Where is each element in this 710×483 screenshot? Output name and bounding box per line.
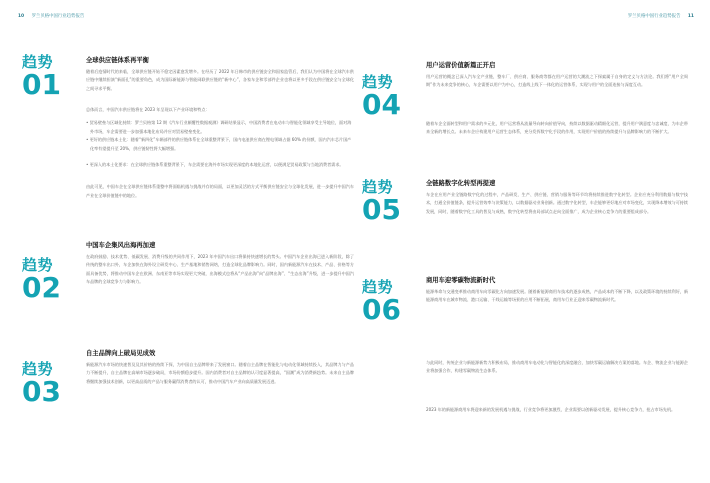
section-paragraph: 与此同时，传统企业与新能源新势力积极布局，推动商用车电动化与智能化的深度融合，加快零碳运输解决方案的落地。车企、物流企业与能源企业将加强合作，构建零碳物流生态体系。	[426, 360, 688, 374]
section-paragraph: 车企在应用产业全链路数字化的过程中，产品研发、生产、供应链、营销与服务等环节均将持续推进数字化转型。企业应充分利用数据与数字技术，打通全价值链条，提升运营效率与决策能力，以数据驱动业务创新。通过数字化转型，车企能够更好地应对市场变化，实现降本增效与可持续发展，同时，随着数字化工具的普及与成熟，数字化转型将由局部试点走向全面推广，成为企业核心竞争力的重要组成部分。	[426, 192, 688, 214]
trend-label-04	[362, 75, 422, 119]
trend-number: 06	[362, 293, 401, 326]
page-number-right: 11	[687, 14, 694, 19]
trend-word: 趋势	[362, 278, 394, 296]
section-paragraph: 2023 年的新能源商用车将迎来新的发展机遇与挑战，行业竞争将更加激烈，企业需要以创新驱动发展，提升核心竞争力，抢占市场先机。	[426, 407, 676, 412]
trend-word: 趋势	[22, 360, 54, 378]
trend-word: 趋势	[362, 73, 394, 91]
section-title: 用户运营价值新篇正开启	[426, 62, 496, 69]
section-title: 中国车企集风出海再加速	[86, 242, 156, 249]
section-paragraph: 新能源汽车市场的快速普及及其价格的持续下探，为中国自主品牌带来了发展窗口。随着自主品牌在智能化与电动化领域持续投入，其品牌力与产品力不断提升，自主品牌在高端市场逐步破局，市场份额稳步提升。国内消费者对自主品牌的认可度显著提高，“国潮”成为消费新趋势。未来自主品牌将继续加强技术创新，以更高品质的产品与服务赢得消费者的认可，推动中国汽车产业向高质量发展迈进。	[86, 362, 354, 384]
trend-number: 01	[22, 68, 61, 101]
section-paragraph: 由此可见，中国车企在全球供应链体系重整中将面临机遇与挑战并存的局面，以更加灵活的方式平衡供应链安全与全球化发展，进一步提升中国汽车产业在全球价值链中的地位。	[86, 184, 354, 198]
trend-label-02	[22, 258, 82, 302]
trend-number: 02	[22, 271, 61, 304]
bullet-item: • 更好的供应链本土化：随着“新四化”车辆部件的供应链体系在全球重整背景下，国内电池供应商在锂电领域占据 60% 的份额，国内汽车芯片国产化率有望提升至 20%，供应链韧性将大幅增强。	[86, 137, 352, 151]
trend-word: 趋势	[22, 53, 54, 71]
section-title: 自主品牌向上破局见成效	[86, 350, 156, 357]
report-title-left: 罗兰贝格中国行业趋势报告	[31, 14, 85, 19]
trend-number: 05	[362, 193, 401, 226]
section-paragraph: 在政府鼓励、技术优势、低碳发展、消费升级的共同作用下，2023 年中国汽车出口将保持快速增长的势头。中国汽车企业出海已进入新阶段，除了传统的整车出口外，车企加快在海外设立研发中心、生产基地和销售网络，打造全球化品牌影响力。同时，国内新能源汽车在技术、产品、价格等方面具备优势，将推动中国车企在欧洲、东南亚等市场实现更大突破，出海模式也将从“产品出海”向“品牌出海”、“生态出海”升级，进一步提升中国汽车品牌的全球竞争力与影响力。	[86, 254, 354, 284]
section-03	[86, 348, 354, 483]
page-header-left	[18, 13, 84, 19]
section-title: 全球供应链体系再平衡	[86, 57, 149, 64]
page-number-left: 10	[18, 14, 25, 19]
section-06	[426, 275, 688, 428]
section-title: 全链路数字化转型再提速	[426, 180, 496, 187]
section-paragraph: 能源革命与交通变革推动商用车向零碳化方向加速发展。随着新能源商用车技术的逐步成熟，产品成本的不断下降，以及政策环境的持续利好，新能源商用车在城市物流、港口运输、干线运输等场景的应用不断拓展，商用车行业正迎来零碳物流新时代。	[426, 289, 688, 303]
section-04	[426, 60, 688, 183]
trend-label-01	[22, 55, 82, 99]
section-paragraph: 随着后疫情时代的来临，全球供应链开始不稳定因素愈发增多。在经历了 2022 年日韩市的供应链安全和国家监管后，我们认为中国将在全球汽车供应链中继续担演“新面孔”的重要角色，成为国际新能源与智能网联供应链的“新中心”，各家车企和零部件企业也将以更多手段在供应链安全与全球化之间寻求平衡。	[86, 69, 354, 91]
section-paragraph: 用户运营的概念已深入汽车全产业链，整车厂、供应商、服务商等都在用户运营的大潮流之下探索属于自身的定义与方法论。我们将“用户全周期”作为未来竞争的核心，车企需要以用户为中心，打造线上线下一体化的运营体系，实现与用户的全面连接与深度互动。	[426, 74, 688, 88]
page-header-right	[628, 13, 694, 19]
section-paragraph: 随着车企全面转型和用户需求的多元化，用户运营将从流量导向转向价值导向，持续以数据驱动精细化运营，提升用户满意度与忠诚度，为车企带来全新的增长点。未来车企应构建用户运营生态体系，充分发挥数字化手段的作用，实现用户价值的持续提升与品牌影响力的不断扩大。	[426, 121, 688, 135]
section-title: 商用车迎零碳物流新时代	[426, 277, 496, 284]
section-paragraph: 总体而言，中国汽车供应链将在 2023 年呈现以下产业环境和特点：	[86, 107, 210, 112]
section-05	[426, 178, 688, 271]
trend-label-06	[362, 280, 422, 324]
trend-number: 03	[22, 375, 61, 408]
trend-label-05	[362, 180, 422, 224]
bullet-item: • 贸易壁垒与区域化持续：罗兰贝格第 12 期《汽车行业颠覆性数据观测》调研结果显示，中国消费者在电动车与智能化领域享受主导地位，面对海外市场，车企需要进一步加强本地化布局并应对贸易壁垒变化。	[86, 120, 352, 134]
trend-word: 趋势	[362, 178, 394, 196]
section-01	[86, 55, 354, 255]
trend-word: 趋势	[22, 256, 54, 274]
trend-number: 04	[362, 88, 401, 121]
bullet-item: • 更深入的本土化要求：在全球供应链体系重整背景下，车企需要在海外市场实现更深度的本地化运营，以便满足贸易政策与当地消费者需求。	[86, 162, 344, 168]
report-title-right: 罗兰贝格中国行业趋势报告	[627, 14, 681, 19]
trend-label-03	[22, 362, 82, 406]
section-02	[86, 240, 354, 341]
